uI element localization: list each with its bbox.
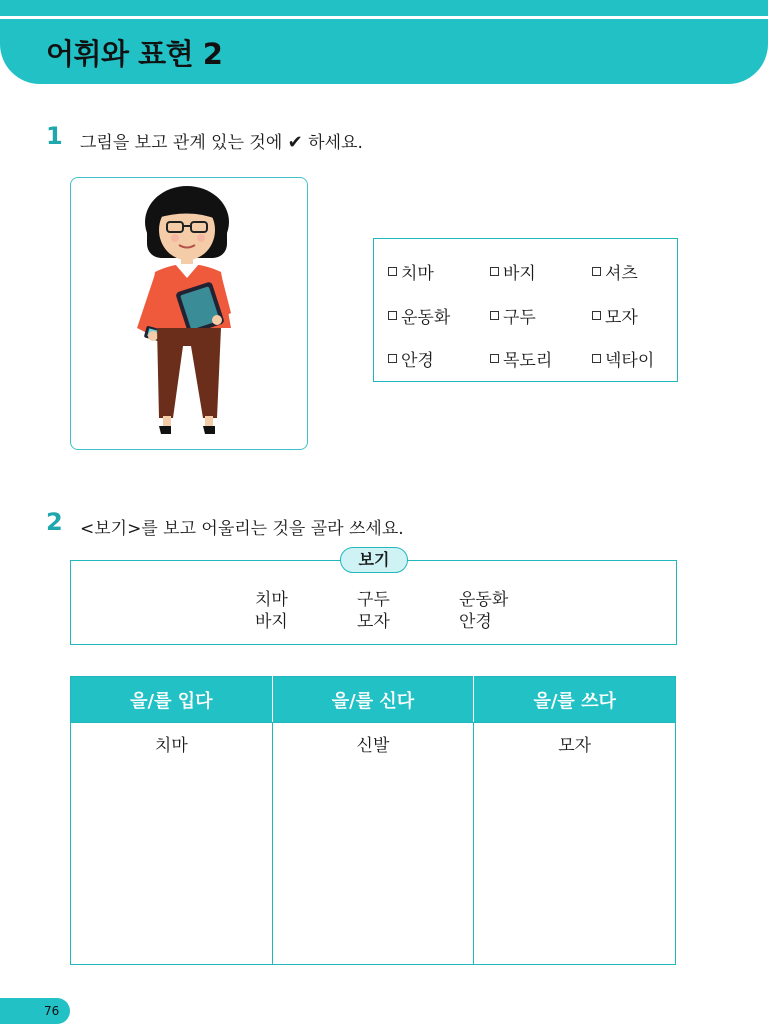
choice-necktie[interactable]: 넥타이: [592, 346, 654, 371]
choice-shoes[interactable]: 구두: [490, 303, 536, 328]
checkbox-icon[interactable]: [388, 354, 397, 363]
example-word: 바지: [255, 612, 288, 632]
example-word: 모자: [357, 612, 390, 632]
question-1-number: 1: [46, 122, 63, 150]
check-mark-icon: ✔: [287, 132, 303, 153]
checkbox-icon[interactable]: [388, 311, 397, 320]
checkbox-icon[interactable]: [490, 267, 499, 276]
answer-table: [70, 676, 676, 965]
top-stripe: [0, 0, 768, 16]
question-2-number: 2: [46, 508, 63, 536]
column-header-put-on-feet: 을/를 신다: [272, 677, 474, 723]
answer-cell-wear[interactable]: 치마: [71, 723, 273, 965]
answer-cell-put-on-feet[interactable]: 신발: [272, 723, 474, 965]
checkbox-icon[interactable]: [592, 354, 601, 363]
choice-sneakers[interactable]: 운동화: [388, 303, 450, 328]
example-word: 구두: [357, 590, 390, 610]
choice-skirt[interactable]: 치마: [388, 259, 434, 284]
question-1-text: [80, 128, 363, 153]
page-number: 76: [0, 998, 70, 1024]
choice-glasses[interactable]: 안경: [388, 346, 434, 371]
woman-illustration-frame: [70, 177, 308, 450]
question-1-text-after: 하세요.: [308, 133, 363, 153]
choice-scarf[interactable]: 목도리: [490, 346, 552, 371]
column-header-put-on-head: 을/를 쓰다: [474, 677, 676, 723]
example-word: 안경: [459, 612, 492, 632]
checkbox-icon[interactable]: [490, 311, 499, 320]
woman-illustration: [71, 178, 307, 449]
example-word: 운동화: [459, 590, 509, 610]
checkbox-icon[interactable]: [490, 354, 499, 363]
example-word: 치마: [255, 590, 288, 610]
checkbox-icon[interactable]: [592, 311, 601, 320]
choice-shirt[interactable]: 셔츠: [592, 259, 638, 284]
page-title: 어휘와 표현 2: [46, 37, 223, 71]
checkbox-icon[interactable]: [388, 267, 397, 276]
choice-box: [373, 238, 678, 382]
choice-pants[interactable]: 바지: [490, 259, 536, 284]
answer-cell-put-on-head[interactable]: 모자: [474, 723, 676, 965]
question-1-text-before: 그림을 보고 관계 있는 것에: [80, 133, 283, 153]
choice-hat[interactable]: 모자: [592, 303, 638, 328]
checkbox-icon[interactable]: [592, 267, 601, 276]
example-label: 보기: [340, 547, 408, 573]
question-2-text: <보기>를 보고 어울리는 것을 골라 쓰세요.: [80, 519, 404, 539]
column-header-wear: 을/를 입다: [71, 677, 273, 723]
